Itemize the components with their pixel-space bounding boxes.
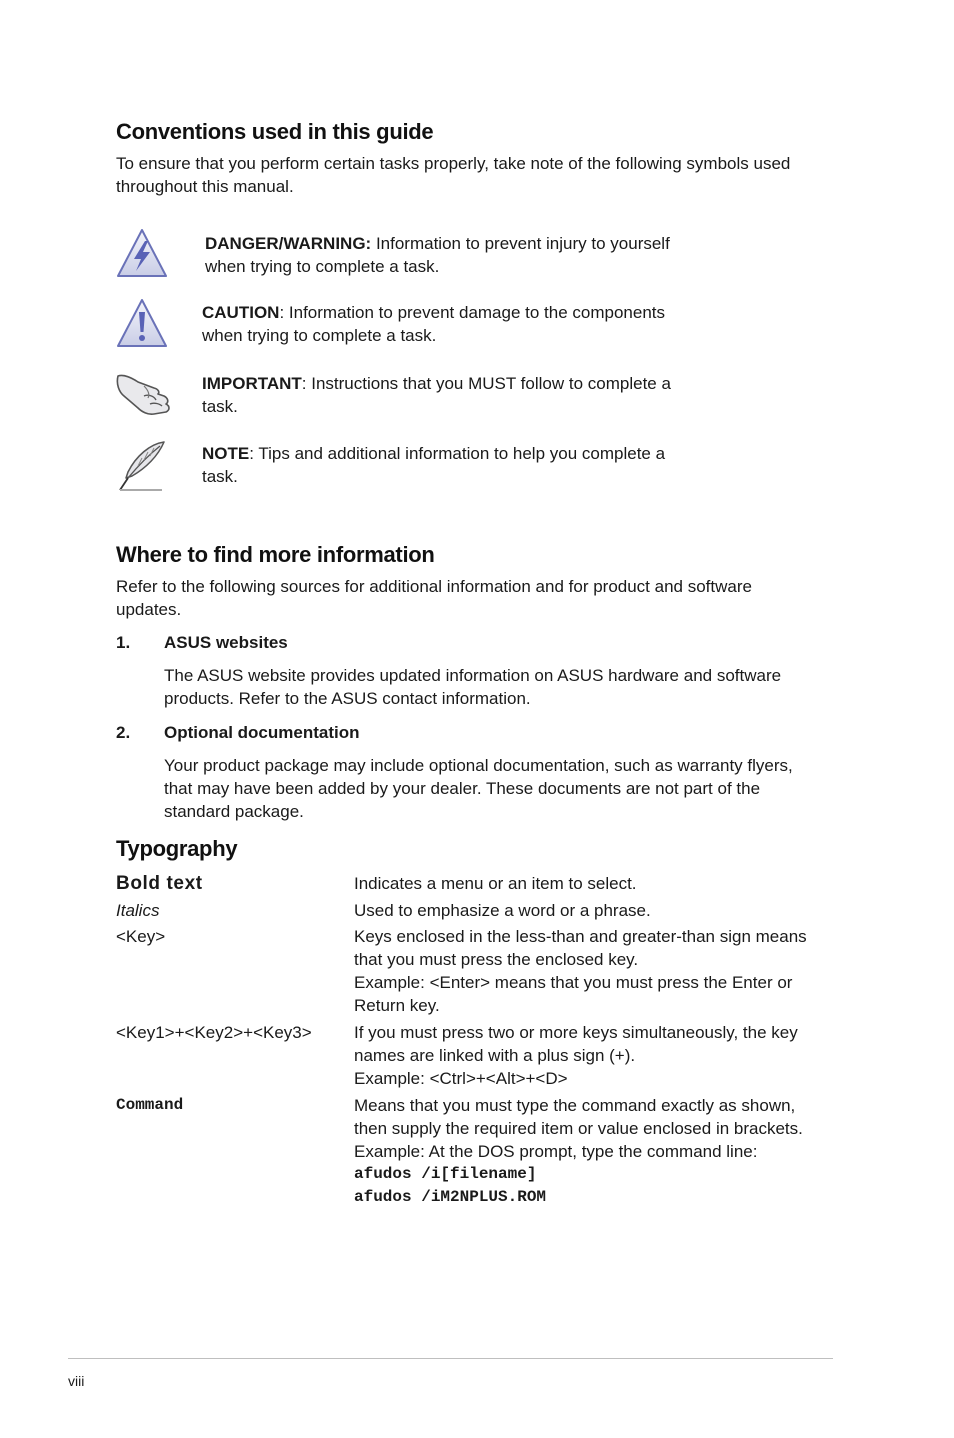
typo-desc-line: Example: At the DOS prompt, type the command line: bbox=[354, 1142, 758, 1161]
typo-desc-line: Used to emphasize a word or a phrase. bbox=[354, 901, 651, 920]
danger-warning-text: Information to prevent injury to yourself when trying to complete a task. bbox=[205, 234, 670, 276]
typo-desc-bold bbox=[354, 872, 824, 895]
typo-desc-command bbox=[354, 1094, 824, 1209]
typo-code-line: afudos /iM2NPLUS.ROM bbox=[354, 1188, 547, 1206]
typo-desc-italics bbox=[354, 899, 824, 922]
caution-notice bbox=[202, 301, 702, 347]
typo-desc-key-combo bbox=[354, 1021, 824, 1090]
typo-desc-line: Keys enclosed in the less-than and greater-than sign means that you must press the enclosed key. bbox=[354, 927, 807, 969]
typo-desc-line: If you must press two or more keys simultaneously, the key names are linked with a plus sign (+). bbox=[354, 1023, 798, 1065]
item-1-body: The ASUS website provides updated information on ASUS hardware and software products. Refer to the ASUS contact information. bbox=[164, 666, 782, 708]
typo-code-line: afudos /i[filename] bbox=[354, 1165, 537, 1183]
footer-rule bbox=[68, 1358, 833, 1359]
danger-warning-label: DANGER/WARNING: bbox=[205, 234, 372, 253]
typo-desc-line: Example: <Ctrl>+<Alt>+<D> bbox=[354, 1069, 568, 1088]
typo-desc-key bbox=[354, 925, 824, 1017]
danger-warning-icon bbox=[114, 226, 170, 282]
conventions-heading: Conventions used in this guide bbox=[116, 119, 434, 144]
note-text: : Tips and additional information to help you complete a task. bbox=[202, 444, 666, 486]
page-number: viii bbox=[68, 1373, 85, 1389]
typo-desc-line: Example: <Enter> means that you must press the Enter or Return key. bbox=[354, 973, 793, 1015]
item-1-title: ASUS websites bbox=[164, 633, 288, 652]
important-hand-icon bbox=[114, 366, 170, 422]
item-2-body: Your product package may include optional documentation, such as warranty flyers, that may have been added by your dealer. These documents are not part of the standard package. bbox=[164, 756, 793, 821]
caution-label: CAUTION bbox=[202, 303, 280, 322]
caution-icon bbox=[114, 296, 170, 352]
important-notice bbox=[202, 372, 702, 418]
item-2-number: 2. bbox=[116, 723, 131, 742]
typo-term-italics: Italics bbox=[116, 901, 160, 920]
important-text: : Instructions that you MUST follow to complete a task. bbox=[202, 374, 671, 416]
note-notice bbox=[202, 442, 702, 488]
item-2-title: Optional documentation bbox=[164, 723, 360, 742]
danger-warning-notice bbox=[205, 232, 695, 278]
typo-desc-line: Means that you must type the command exactly as shown, then supply the required item or value enclosed in brackets. bbox=[354, 1096, 803, 1138]
caution-text: : Information to prevent damage to the components when trying to complete a task. bbox=[202, 303, 666, 345]
typo-term-command: Command bbox=[116, 1096, 184, 1114]
typography-heading: Typography bbox=[116, 836, 238, 861]
typo-term-key: <Key> bbox=[116, 927, 166, 946]
important-label: IMPORTANT bbox=[202, 374, 302, 393]
note-quill-icon bbox=[114, 438, 170, 494]
item-1-number: 1. bbox=[116, 633, 131, 652]
typo-term-bold: Bold text bbox=[116, 873, 203, 894]
conventions-intro: To ensure that you perform certain tasks properly, take note of the following symbols used throughout this manual. bbox=[116, 154, 791, 196]
typo-term-key-combo: <Key1>+<Key2>+<Key3> bbox=[116, 1023, 312, 1042]
note-label: NOTE bbox=[202, 444, 250, 463]
typo-desc-line: Indicates a menu or an item to select. bbox=[354, 874, 637, 893]
more-info-intro: Refer to the following sources for additional information and for product and software updates. bbox=[116, 577, 752, 619]
more-info-heading: Where to find more information bbox=[116, 542, 435, 567]
